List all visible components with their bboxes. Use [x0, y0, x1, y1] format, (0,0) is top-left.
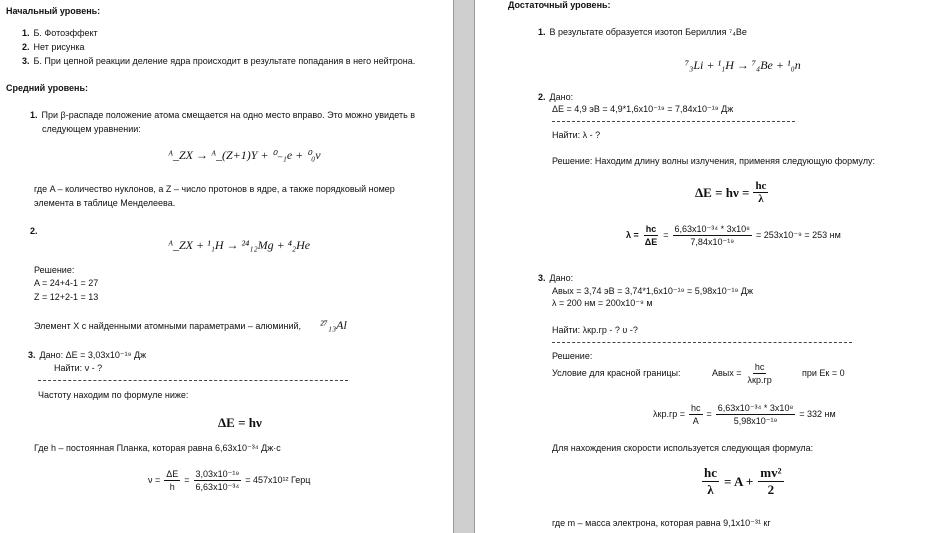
m2-solution-label: Решение: [34, 265, 75, 275]
r2-given: 2. Дано: [538, 92, 574, 102]
basic-item-2: 2. Нет рисунка [22, 42, 85, 52]
m3-given: 3. Дано: ΔE = 3,03x10⁻¹⁹ Дж [28, 350, 147, 360]
r3-condition: Условие для красной границы: [552, 368, 681, 378]
basic-level-heading: Начальный уровень: [6, 6, 101, 16]
m1-where-line1: где A – количество нуклонов, а Z – число протонов в ядре, а также порядковый номер [34, 184, 395, 194]
m3-line: Частоту находим по формуле ниже: [38, 390, 189, 400]
r3-condition-when: при Eк = 0 [802, 368, 845, 378]
m3-divider [38, 380, 348, 381]
r3-speed-text: Для нахождения скорости используется следующая формула: [552, 443, 814, 453]
m3-frequency-calc: ν = $\frac{\Delta E}{h}$ = $\frac{\text{3,03x10⁻¹⁹}}{\text{6,63x10⁻³⁴}}$ = 457x10¹² Герц [148, 469, 311, 492]
basic-item-3: 3. Б. При цепной реакции деление ядра происходит в результате попадания в него нейтрона. [22, 56, 416, 66]
r1-equation: ⁷₃Li + ¹₁H → ⁷₄Be + ¹₀n [685, 58, 801, 72]
r3-given: 3. Дано: [538, 273, 574, 283]
m2-Z-calc: Z = 12+2-1 = 13 [34, 292, 99, 302]
r3-red-limit-calc: λкр.гр = $\frac{hc}{A}$ = $\frac{\text{6,63x10⁻³⁴ * 3x10⁸}}{\text{5,98x10⁻¹⁹}}$ = 332 нм [653, 403, 836, 426]
left-page [0, 0, 448, 533]
m1-line1: 1. При β-распаде положение атома смещается на одно место вправо. Это можно увидеть в [30, 110, 416, 120]
r2-find: Найти: λ - ? [552, 130, 601, 140]
m3-planck-note: Где h – постоянная Планка, которая равна 6,63x10⁻³⁴ Дж·с [34, 443, 281, 453]
r3-divider [552, 342, 852, 343]
m3-formula: ΔE = hν [218, 415, 262, 430]
r2-wavelength-calc: λ = $\frac{hc}{\Delta E}$ = $\frac{\text{6,63x10⁻³⁴ * 3x10⁸}}{\text{7,84x10⁻¹⁹}}$ = 253x10⁻⁹ = 253 нм [626, 224, 841, 247]
m2-number: 2. [30, 226, 38, 236]
m2-element-text: Элемент X с найденными атомными параметрами – алюминий, [34, 321, 302, 331]
page-gutter-middle [454, 0, 474, 533]
r3-condition-formula: Aвых = $\frac{hc}{\text{λкр.гр}}$ [712, 362, 772, 385]
r2-solution: Решение: Находим длину волны излучения, применяя следующую формулу: [552, 156, 875, 166]
m1-line2: следующем уравнении: [42, 124, 141, 134]
sufficient-level-heading: Достаточный уровень: [508, 0, 611, 10]
m2-A-calc: A = 24+4-1 = 27 [34, 278, 99, 288]
r3-work-function: Aвых = 3,74 эВ = 3,74*1,6x10⁻¹⁹ = 5,98x10⁻¹⁹ Дж [552, 286, 754, 296]
m2-aluminium-symbol: ²⁷₁₃Al [320, 318, 347, 332]
r3-find: Найти: λкр.гр - ? υ -? [552, 325, 638, 335]
m1-beta-equation: ᴬ_ZX → ᴬ_(Z+1)Y + ⁰₋₁e + ⁰₀ν [168, 148, 321, 162]
r3-wavelength: λ = 200 нм = 200x10⁻⁹ м [552, 298, 653, 308]
m3-find: Найти: ν - ? [54, 363, 103, 373]
r3-electron-mass: где m – масса электрона, которая равна 9,1x10⁻³¹ кг [552, 518, 771, 528]
r2-energy: ΔE = 4,9 эВ = 4,9*1,6x10⁻¹⁹ = 7,84x10⁻¹⁹ Дж [552, 104, 734, 114]
r2-formula: ΔE = hν = $\frac{hc}{\lambda}$ [695, 180, 767, 205]
right-page [480, 0, 940, 533]
r1-text: 1. В результате образуется изотоп Бериллия ⁷₄Be [538, 27, 747, 37]
basic-item-1: 1. Б. Фотоэффект [22, 28, 98, 38]
r2-divider [552, 121, 795, 122]
m1-where-line2: элемента в таблице Менделеева. [34, 198, 176, 208]
m2-nuclear-equation: ᴬ_ZX + ¹₁H → ²⁴₁₂Mg + ⁴₂He [168, 238, 311, 252]
middle-level-heading: Средний уровень: [6, 83, 88, 93]
r3-solution: Решение: [552, 351, 593, 361]
r3-einstein-equation: $\frac{hc}{\lambda}$ = A + $\frac{\text{mv²}}{2}$ [704, 465, 782, 497]
